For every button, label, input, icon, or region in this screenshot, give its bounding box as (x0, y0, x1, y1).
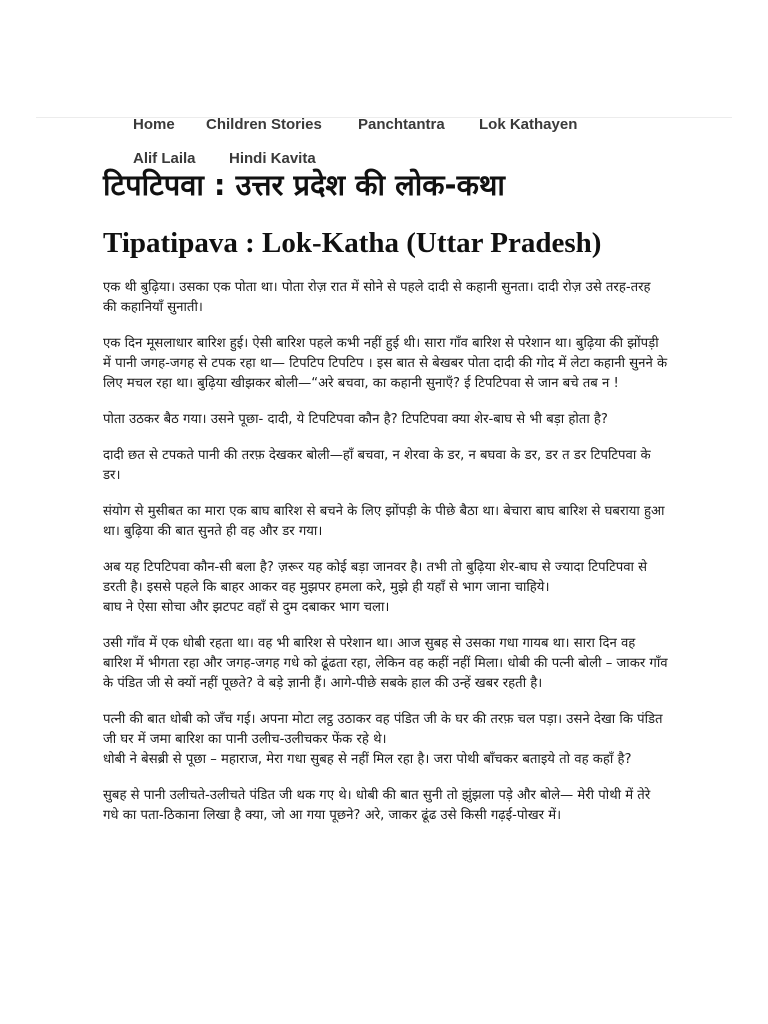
nav-hindi-kavita[interactable]: Hindi Kavita (229, 150, 316, 167)
nav-children-stories[interactable]: Children Stories (206, 116, 322, 133)
story-paragraph-8: पत्नी की बात धोबी को जँच गई। अपना मोटा लट्ठ उठाकर वह पंडित जी के घर की तरफ़ चल पड़ा। उसने देखा कि पंडित जी घर में जमा बारिश का पानी उलीच-उलीचकर फेंक रहे थे। धोबी ने बेसब्री से पूछा – महाराज, मेरा गधा सुबह से नहीं मिल रहा है। जरा पोथी बाँचकर बताइये तो वह कहाँ है? (103, 712, 663, 767)
main-nav (0, 0, 768, 170)
story-paragraph-1: एक थी बुढ़िया। उसका एक पोता था। पोता रोज़ रात में सोने से पहले दादी से कहानी सुनता। दादी रोज़ उसे तरह-तरह की कहानियाँ सुनाती। (103, 280, 651, 315)
story-paragraph-9: सुबह से पानी उलीचते-उलीचते पंडित जी थक गए थे। धोबी की बात सुनी तो झुंझला पड़े और बोले— मेरी पोथी में तेरे गधे का पता-ठिकाना लिखा है क्या, जो आ गया पूछने? अरे, जाकर ढूंढ उसे किसी गढ़ई-पोखर में। (103, 788, 651, 823)
story-paragraph-5: संयोग से मुसीबत का मारा एक बाघ बारिश से बचने के लिए झोंपड़ी के पीछे बैठा था। बेचारा बाघ बारिश से घबराया हुआ था। बुढ़िया की बात सुनते ही वह और डर गया। (103, 504, 665, 539)
page-title-english: Tipatipava : Lok-Katha (Uttar Pradesh) (103, 227, 602, 259)
story-paragraph-3: पोता उठकर बैठ गया। उसने पूछा- दादी, ये टिपटिपवा कौन है? टिपटिपवा क्या शेर-बाघ से भी बड़ा होता है? (103, 412, 608, 427)
story-paragraph-2: एक दिन मूसलाधार बारिश हुई। ऐसी बारिश पहले कभी नहीं हुई थी। सारा गाँव बारिश से परेशान था। बुढ़िया की झोंपड़ी में पानी जगह-जगह से टपक रहा था— टिपटिप टिपटिप । इस बात से बेखबर पोता दादी की गोद में लेटा कहानी सुनने के लिए मचल रहा था। बुढ़िया खीझकर बोली—“अरे बचवा, का कहानी सुनाएँ? ई टिपटिपवा से जान बचे तब न ! (103, 336, 668, 391)
page-title-hindi: टिपटिपवा : उत्तर प्रदेश की लोक-कथा (103, 168, 505, 202)
nav-lok-kathayen[interactable]: Lok Kathayen (479, 116, 578, 133)
story-body (103, 278, 668, 826)
nav-home[interactable]: Home (133, 116, 175, 133)
story-paragraph-7: उसी गाँव में एक धोबी रहता था। वह भी बारिश से परेशान था। आज सुबह से उसका गधा गायब था। सारा दिन वह बारिश में भीगता रहा और जगह-जगह गधे को ढूंढता रहा, लेकिन वह कहीं नहीं मिला। धोबी की पत्नी बोली – जाकर गाँव के पंडित जी से क्यों नहीं पूछते? वे बड़े ज्ञानी हैं। आगे-पीछे सबके हाल की उन्हें खबर रहती है। (103, 636, 668, 691)
story-paragraph-6: अब यह टिपटिपवा कौन-सी बला है? ज़रूर यह कोई बड़ा जानवर है। तभी तो बुढ़िया शेर-बाघ से ज्यादा टिपटिपवा से डरती है। इससे पहले कि बाहर आकर वह मुझपर हमला करे, मुझे ही यहाँ से भाग जाना चाहिये। बाघ ने ऐसा सोचा और झटपट वहाँ से दुम दबाकर भाग चला। (103, 560, 648, 615)
nav-alif-laila[interactable]: Alif Laila (133, 150, 196, 167)
story-paragraph-4: दादी छत से टपकते पानी की तरफ़ देखकर बोली—हाँ बचवा, न शेरवा के डर, न बघवा के डर, डर त डर टिपटिपवा के डर। (103, 448, 651, 483)
nav-panchtantra[interactable]: Panchtantra (358, 116, 445, 133)
